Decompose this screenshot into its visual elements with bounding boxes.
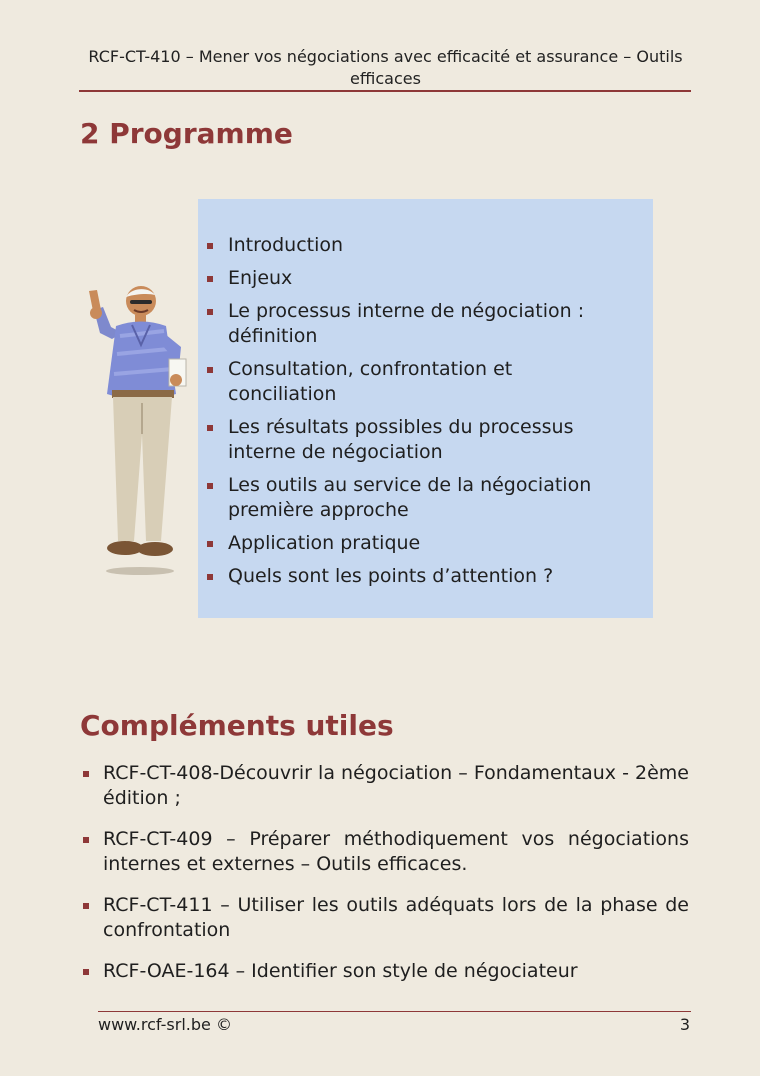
programme-item bbox=[198, 266, 653, 291]
footer-divider bbox=[98, 1011, 691, 1012]
programme-item-text: Consultation, confrontation et conciliation bbox=[228, 358, 513, 405]
square-bullet-icon bbox=[207, 574, 213, 580]
programme-item bbox=[198, 531, 653, 556]
programme-item-text: Les résultats possibles du processus interne de négociation bbox=[228, 416, 574, 463]
programme-box bbox=[198, 199, 653, 618]
footer-url: www.rcf-srl.be © bbox=[98, 1015, 232, 1034]
programme-item-text: Enjeux bbox=[228, 267, 293, 289]
square-bullet-icon bbox=[83, 771, 89, 777]
complement-item bbox=[80, 827, 689, 877]
complement-item bbox=[80, 761, 689, 811]
complements-list bbox=[80, 761, 689, 1000]
header-divider bbox=[79, 90, 691, 92]
square-bullet-icon bbox=[83, 903, 89, 909]
complement-item bbox=[80, 893, 689, 943]
programme-item bbox=[198, 233, 653, 258]
page-number: 3 bbox=[679, 1015, 690, 1034]
programme-item-text: Les outils au service de la négociation première approche bbox=[228, 474, 592, 521]
page-header: RCF-CT-410 – Mener vos négociations avec efficacité et assurance – Outils efficaces bbox=[88, 47, 683, 88]
square-bullet-icon bbox=[207, 243, 213, 249]
complement-item-text: RCF-CT-411 – Utiliser les outils adéquats lors de la phase de confrontation bbox=[103, 894, 689, 941]
programme-item bbox=[198, 299, 653, 349]
programme-title: 2 Programme bbox=[80, 117, 293, 150]
programme-item-text: Application pratique bbox=[228, 532, 421, 554]
square-bullet-icon bbox=[83, 969, 89, 975]
programme-item bbox=[198, 564, 653, 589]
square-bullet-icon bbox=[207, 541, 213, 547]
square-bullet-icon bbox=[207, 425, 213, 431]
square-bullet-icon bbox=[207, 483, 213, 489]
complement-item-text: RCF-OAE-164 – Identifier son style de négociateur bbox=[103, 960, 578, 982]
programme-list bbox=[198, 233, 653, 589]
programme-item-text: Quels sont les points d’attention ? bbox=[228, 565, 554, 587]
programme-item bbox=[198, 473, 653, 523]
programme-item-text: Le processus interne de négociation : définition bbox=[228, 300, 585, 347]
complements-title: Compléments utiles bbox=[80, 709, 394, 742]
square-bullet-icon bbox=[207, 276, 213, 282]
square-bullet-icon bbox=[207, 309, 213, 315]
complement-item-text: RCF-CT-409 – Préparer méthodiquement vos négociations internes et externes – Outils efficaces. bbox=[103, 828, 689, 875]
programme-item bbox=[198, 357, 653, 407]
man-presenting-illustration bbox=[82, 286, 194, 576]
square-bullet-icon bbox=[207, 367, 213, 373]
programme-item bbox=[198, 415, 653, 465]
complement-item-text: RCF-CT-408-Découvrir la négociation – Fondamentaux - 2ème édition ; bbox=[103, 762, 689, 809]
square-bullet-icon bbox=[83, 837, 89, 843]
complement-item bbox=[80, 959, 689, 984]
programme-item-text: Introduction bbox=[228, 234, 344, 256]
